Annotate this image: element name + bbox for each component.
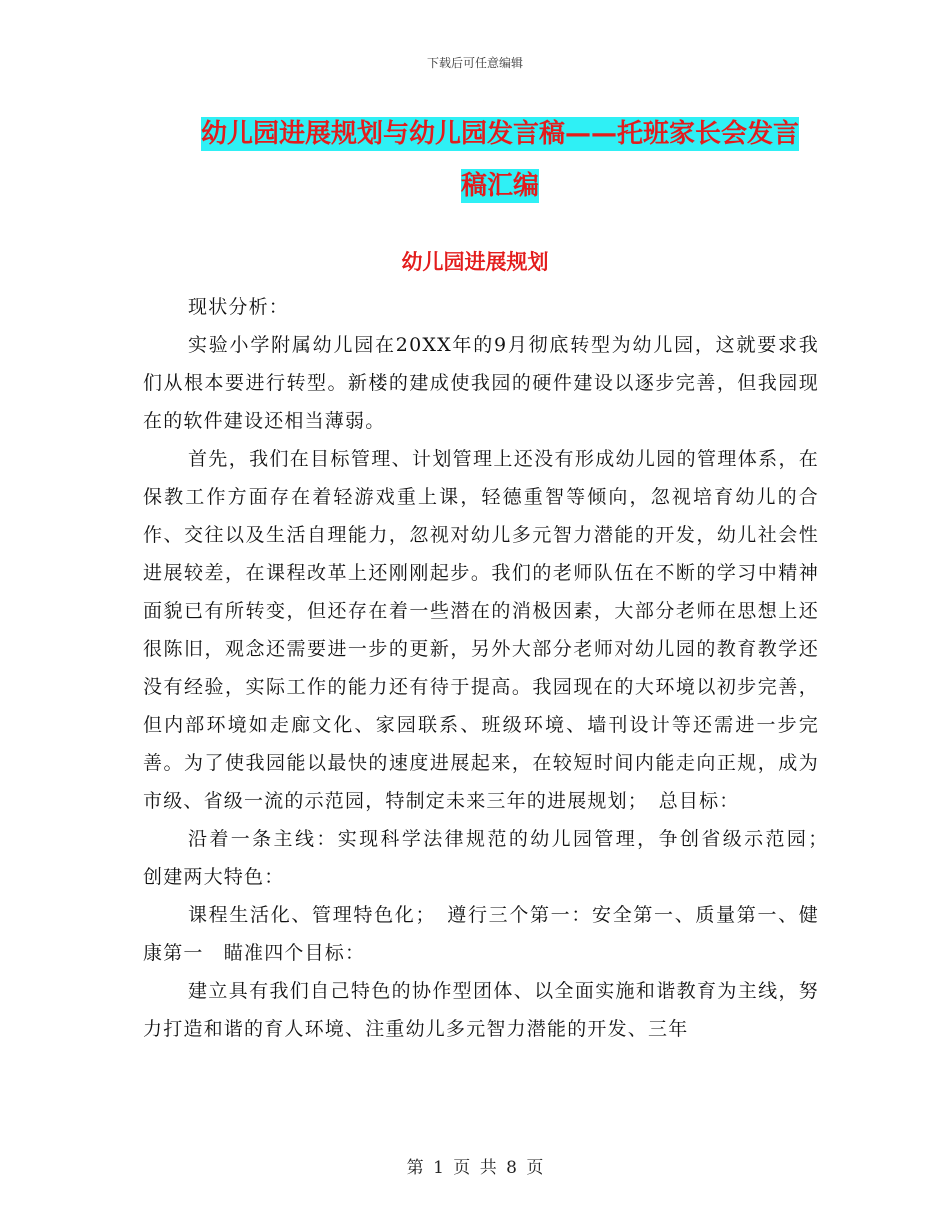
- paragraph: 首先，我们在目标管理、计划管理上还没有形成幼儿园的管理体系，在保教工作方面存在着轻游戏重上课，轻德重智等倾向，忽视培育幼儿的合作、交往以及生活自理能力，忽视对幼儿多元智力潜能的开发，幼儿社会性进展较差，在课程改革上还刚刚起步。我们的老师队伍在不断的学习中精神面貌已有所转变，但还存在着一些潜在的消极因素，大部分老师在思想上还很陈旧，观念还需要进一步的更新，另外大部分老师对幼儿园的教育教学还没有经验，实际工作的能力还有待于提高。我园现在的大环境以初步完善，但内部环境如走廊文化、家园联系、班级环境、墙刊设计等还需进一步完善。为了使我园能以最快的速度进展起来，在较短时间内能走向正规，成为市级、省级一流的示范园，特制定未来三年的进展规划； 总目标：: [143, 448, 819, 812]
- paragraph: 建立具有我们自己特色的协作型团体、以全面实施和谐教育为主线，努力打造和谐的育人环境、注重幼儿多元智力潜能的开发、三年: [143, 980, 819, 1040]
- title-line-2: 稿汇编: [460, 171, 539, 201]
- section-heading: 幼儿园进展规划: [401, 250, 549, 274]
- paragraph-status: 现状分析：: [188, 296, 290, 318]
- header-note: 下载后可任意编辑: [426, 56, 523, 70]
- paragraph: 实验小学附属幼儿园在20XX年的9月彻底转型为幼儿园，这就要求我们从根本要进行转型。新楼的建成使我园的硬件建设以逐步完善，但我园现在的软件建设还相当薄弱。: [143, 334, 819, 432]
- body-text: [143, 288, 840, 1048]
- title-line-1: 幼儿园进展规划与幼儿园发言稿——托班家长会发言: [200, 119, 799, 149]
- paragraph: 课程生活化、管理特色化； 遵行三个第一：安全第一、质量第一、健康第一 瞄准四个目标：: [143, 904, 819, 964]
- document-title: [140, 108, 860, 212]
- page-footer: 第 1 页 共 8 页: [406, 1158, 544, 1178]
- paragraph: 沿着一条主线：实现科学法律规范的幼儿园管理，争创省级示范园； 创建两大特色：: [143, 828, 840, 888]
